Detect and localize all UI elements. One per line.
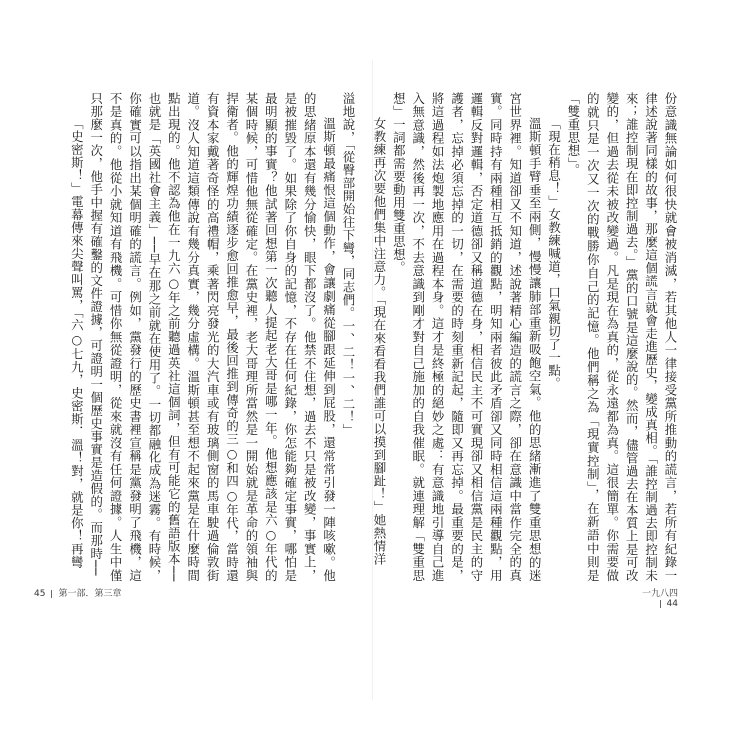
left-page-text [56,92,358,582]
paragraph: 溫斯頓手臂垂至兩側，慢慢讓肺部重新吸飽空氣。他的思緒漸進了雙重思想的迷宮世界裡。知道卻又不知道，述說著精心編造的謊言之際，卻在意識中當作完全的真實。同時持有兩種相互抵銷的觀點，明知兩者彼此矛盾卻又同時相信這兩種觀點，用邏輯反對邏輯，否定道德卻又稱道德在身，相信民主不可實現卻又相信黨是民主的守護者，忘掉必須忘掉的一切，在需要的時刻重新記起，隨即又再忘掉。最重要的是，將這過程如法炮製地應用在過程本身。這才是終極的絕妙之處：有意識地引導自己進入無意識，然後再一次，不去意識到剛才對自己施加的自我催眠。就連理解「雙重思想」一詞都需要動用雙重思想。 [391,92,543,582]
paragraph: 份意識無論如何很快就會被消滅，若其他人一律接受黨所推動的謊言，若所有紀錄一律述說著同樣的故事，那麼這個謊言就會走進歷史，變成真相。「誰控制過去即控制未來；誰控制現在即控制過去。」黨的口號是這麼說的。然而，儘管過去在本質上是可改變的，但過去從未被改變過。凡是現在為真的，從永遠都為真。這很簡單。你需要做的就只是一次又一次的戰勝你自己的記憶。他們稱之為「現實控制」，在新語中則是「雙重思想」。 [565,92,678,582]
right-page-text [371,92,680,582]
right-footer [634,586,678,609]
paragraph: 溫斯頓最痛恨這個動作，會讓劇痛從腳跟延伸到屁股，還常常引發一陣咳嗽。他的思緒原本還有幾分愉快，眼下都沒了。他禁不住想，過去不只是被改變，事實上，是被摧毀了。如果除了你自身的記憶，不存在任何紀錄，你怎能夠確定事實，哪怕是最明顯的事實？他試著回想第一次聽人提起老大哥是哪一年。他想應該是六○年代的某個時候，可惜他無從確定。在黨史裡，老大哥理所當然是一開始就是革命的領袖與捍衛者。他的輝煌功績逐步愈回推愈早，最後回推到傳奇的三○和四○年代，當時還有資本家戴著奇怪的高禮帽，乘著閃亮發光的大汽車或有玻璃側窗的馬車駛過倫敦街道。沒人知道這類傳說有幾分真實，幾分虛構。溫斯頓甚至想不起來黨是在什麼時間點出現的。他不認為他在一九六○年之前聽過英社這個詞，但有可能它的舊語版本──也就是「英國社會主義」──早在那之前就在使用了。一切都融化成為迷霧。有時候，你確實可以指出某個明確的謊言。例如，黨發行的歷史書裡宣稱是黨發明了飛機，這不是真的。他從小就知道有飛機。可惜你無從證明，從來就沒有任何證據。人生中僅只那麼一次，他手中握有確鑿的文件證據，可證明一個歷史事實是造假的。而那時── [88,92,337,582]
footer-divider [51,590,52,598]
left-footer [34,586,121,599]
page-number: 45 [34,589,46,599]
paragraph: 「史密斯！」電幕傳來尖聲叫罵，「六○七九，史密斯．溫！對，就是你！再彎 [69,116,85,569]
paragraph: 「現在稍息！」女教練喊道，口氣親切了一點。 [546,116,562,390]
running-head: 第一部．第三章 [58,589,122,599]
paragraph: 溢地說，「從臀部開始往下彎，同志們。一、二！一、二！」 [341,92,356,437]
running-head: 一九八四 [641,589,678,599]
left-page [56,92,358,582]
right-page [371,92,680,582]
page-number: 44 [666,599,678,609]
paragraph: 女教練再次要他們集中注意力。「現在來看看我們誰可以摸到腳趾！」她熱情洋 [371,116,387,566]
footer-divider [660,600,661,608]
